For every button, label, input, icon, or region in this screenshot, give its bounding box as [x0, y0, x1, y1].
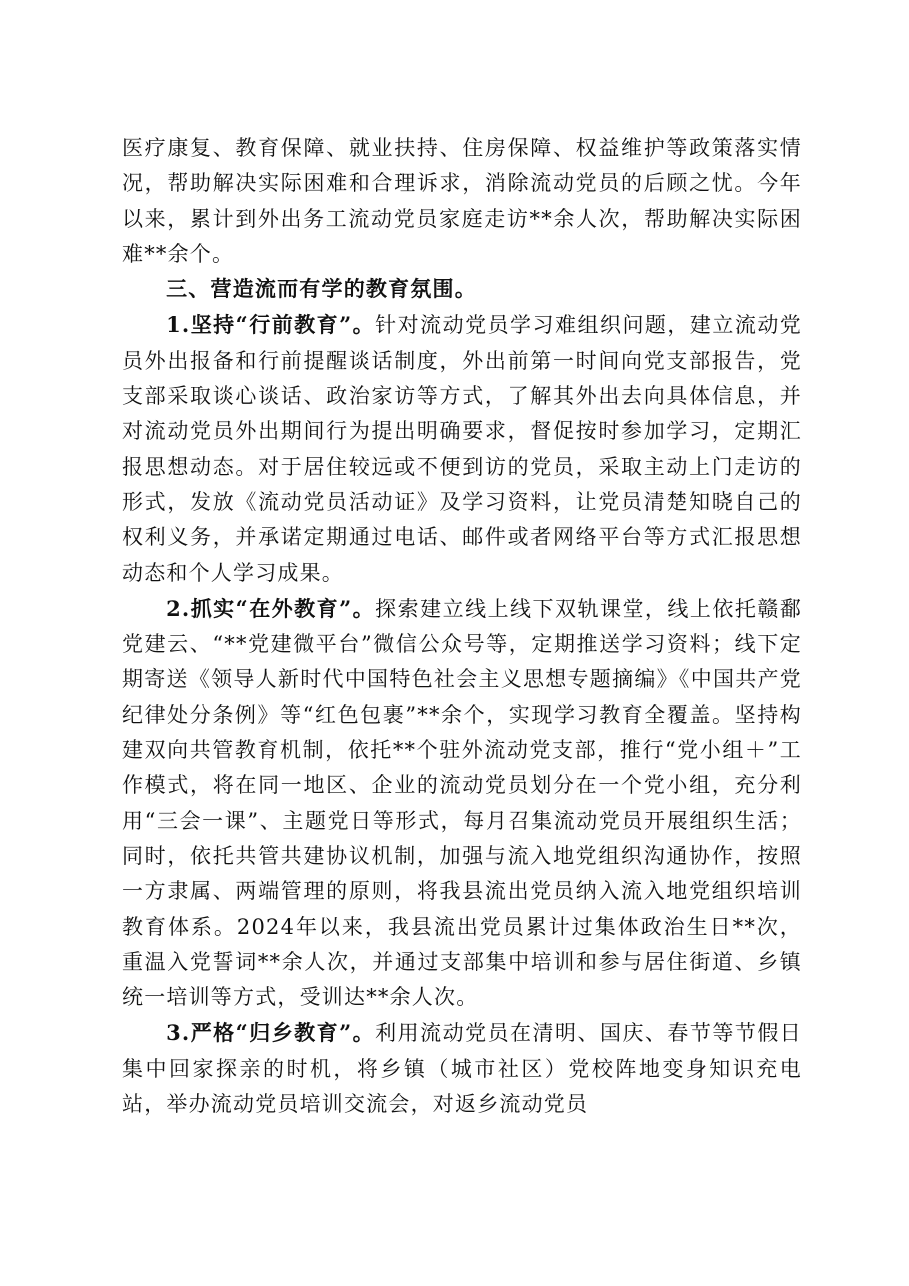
item-paragraph-3: [122, 1015, 802, 1122]
item-lead-2: 2.抓实“在外教育”。: [166, 595, 376, 621]
item-body-3: 利用流动党员在清明、国庆、春节等节假日集中回家探亲的时机，将乡镇（城市社区）党校阵地变身知识充电站，举办流动党员培训交流会，对返乡流动党员: [122, 1021, 802, 1117]
item-lead-3: 3.严格“归乡教育”。: [166, 1020, 376, 1046]
item-lead-1: 1.坚持“行前教育”。: [166, 312, 376, 338]
document-page: [122, 131, 802, 1122]
item-paragraph-2: [122, 591, 802, 1016]
paragraph-continuation: 医疗康复、教育保障、就业扶持、住房保障、权益维护等政策落实情况，帮助解决实际困难和合理诉求，消除流动党员的后顾之忧。今年以来，累计到外出务工流动党员家庭走访**余人次，帮助解决实际困难**余个。: [122, 136, 802, 266]
item-body-2: 探索建立线上线下双轨课堂，线上依托赣鄱党建云、“**党建微平台”微信公众号等，定期推送学习资料；线下定期寄送《领导人新时代中国特色社会主义思想专题摘编》《中国共产党纪律处分条例》等“红色包裹”**余个，实现学习教育全覆盖。坚持构建双向共管教育机制，依托**个驻外流动党支部，推行“党小组＋”工作模式，将在同一地区、企业的流动党员划分在一个党小组，充分利用“三会一课”、主题党日等形式，每月召集流动党员开展组织生活；同时，依托共管共建协议机制，加强与流入地党组织沟通协作，按照一方隶属、两端管理的原则，将我县流出党员纳入流入地党组织培训教育体系。2024年以来，我县流出党员累计过集体政治生日**次，重温入党誓词**余人次，并通过支部集中培训和参与居住街道、乡镇统一培训等方式，受训达**余人次。: [122, 596, 802, 1010]
item-body-1: 针对流动党员学习难组织问题，建立流动党员外出报备和行前提醒谈话制度，外出前第一时间向党支部报告，党支部采取谈心谈话、政治家访等方式，了解其外出去向具体信息，并对流动党员外出期间行为提出明确要求，督促按时参加学习，定期汇报思想动态。对于居住较远或不便到访的党员，采取主动上门走访的形式，发放《流动党员活动证》及学习资料，让党员清楚知晓自己的权利义务，并承诺定期通过电话、邮件或者网络平台等方式汇报思想动态和个人学习成果。: [122, 313, 802, 585]
item-paragraph-1: [122, 307, 802, 590]
section-heading: 三、营造流而有学的教育氛围。: [166, 277, 477, 302]
